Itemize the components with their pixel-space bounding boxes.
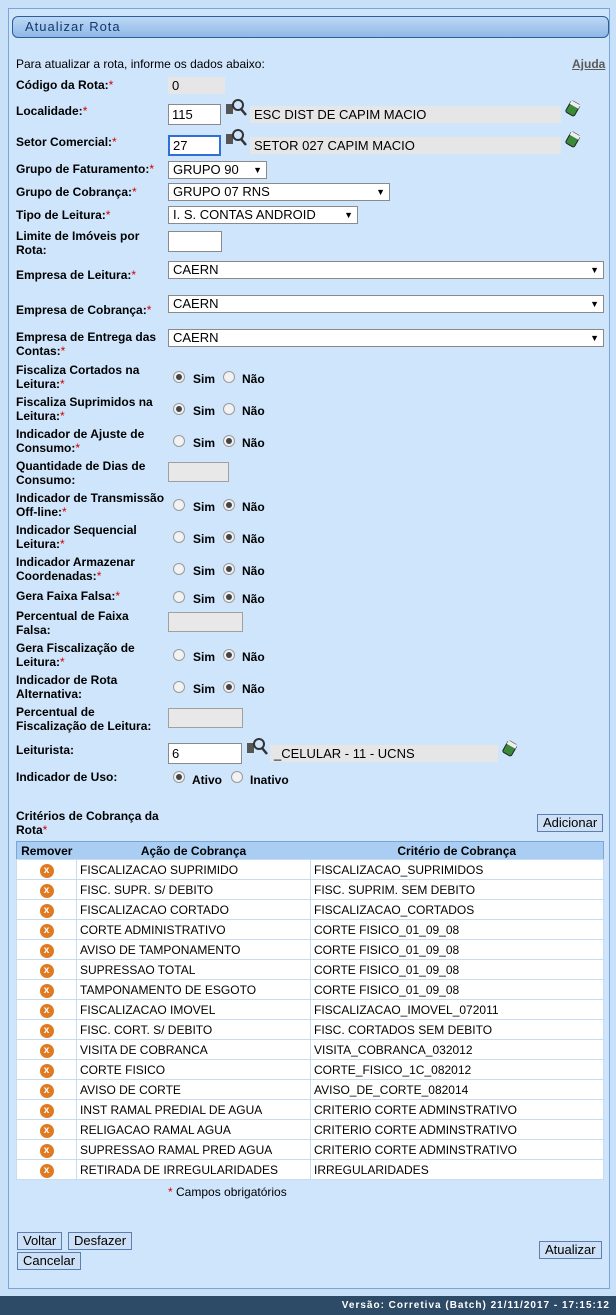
remove-cell xyxy=(17,1080,77,1100)
criterio-cell: CORTE FISICO_01_09_08 xyxy=(311,960,604,980)
criterios-label: Critérios de Cobrança da Rota* xyxy=(16,809,159,837)
transmissao-nao-radio[interactable] xyxy=(223,499,235,511)
chevron-down-icon: ▼ xyxy=(590,299,599,309)
fisc-cortados-sim-radio[interactable] xyxy=(173,371,185,383)
remove-x-icon[interactable]: x xyxy=(40,1144,54,1158)
setor-name: SETOR 027 CAPIM MACIO xyxy=(250,137,561,154)
armazenar-label: Indicador Armazenar Coordenadas:* xyxy=(16,555,135,583)
acao-cell: FISCALIZACAO IMOVEL xyxy=(77,1000,311,1020)
remove-x-icon[interactable]: x xyxy=(40,864,54,878)
criterio-cell: FISC. CORTADOS SEM DEBITO xyxy=(311,1020,604,1040)
table-row xyxy=(17,1140,604,1160)
criterio-cell: CORTE FISICO_01_09_08 xyxy=(311,940,604,960)
transmissao-label: Indicador de Transmissão Off-line:* xyxy=(16,491,165,519)
gera-faixa-sim-label: Sim xyxy=(193,592,216,606)
acao-cell: RELIGACAO RAMAL AGUA xyxy=(77,1120,311,1140)
ajuste-sim-label: Sim xyxy=(193,436,216,450)
acao-cell: TAMPONAMENTO DE ESGOTO xyxy=(77,980,311,1000)
uso-inativo-radio[interactable] xyxy=(231,771,243,783)
criterio-cell: CRITERIO CORTE ADMINSTRATIVO xyxy=(311,1140,604,1160)
remove-cell xyxy=(17,1100,77,1120)
gera-fisc-sim-label: Sim xyxy=(193,650,216,664)
col-criterio: Critério de Cobrança xyxy=(311,842,604,860)
remove-cell xyxy=(17,1040,77,1060)
chevron-down-icon: ▼ xyxy=(253,165,262,175)
col-acao: Ação de Cobrança xyxy=(77,842,311,860)
fisc-cortados-nao-label: Não xyxy=(242,372,265,386)
ajuste-nao-radio[interactable] xyxy=(223,435,235,447)
chevron-down-icon: ▼ xyxy=(590,333,599,343)
criterio-cell: AVISO_DE_CORTE_082014 xyxy=(311,1080,604,1100)
rota-alt-sim-label: Sim xyxy=(193,682,216,696)
gera-fisc-nao-label: Não xyxy=(242,650,265,664)
ajuste-label: Indicador de Ajuste de Consumo:* xyxy=(16,427,145,455)
remove-cell xyxy=(17,880,77,900)
sequencial-sim-label: Sim xyxy=(193,532,216,546)
col-remover: Remover xyxy=(17,842,77,860)
remove-cell xyxy=(17,920,77,940)
table-header-row xyxy=(17,842,604,860)
sequencial-nao-radio[interactable] xyxy=(223,531,235,543)
localidade-search-icon[interactable] xyxy=(225,98,247,118)
acao-cell: VISITA DE COBRANCA xyxy=(77,1040,311,1060)
remove-x-icon[interactable]: x xyxy=(40,1044,54,1058)
armazenar-sim-radio[interactable] xyxy=(173,563,185,575)
empresa-entrega-label: Empresa de Entrega das Contas:* xyxy=(16,330,157,358)
grupo-fat-select[interactable]: GRUPO 90 ▼ xyxy=(168,161,267,179)
remove-x-icon[interactable]: x xyxy=(40,924,54,938)
perc-fisc-label: Percentual de Fiscalização de Leitura: xyxy=(16,705,152,733)
voltar-button[interactable]: Voltar xyxy=(17,1232,62,1250)
gera-faixa-nao-radio[interactable] xyxy=(223,591,235,603)
gera-faixa-nao-label: Não xyxy=(242,592,265,606)
acao-cell: AVISO DE CORTE xyxy=(77,1080,311,1100)
leiturista-input[interactable] xyxy=(168,743,242,764)
armazenar-sim-label: Sim xyxy=(193,564,216,578)
limite-input[interactable] xyxy=(168,231,222,252)
remove-x-icon[interactable]: x xyxy=(40,884,54,898)
acao-cell: FISCALIZACAO SUPRIMIDO xyxy=(77,860,311,880)
criterio-cell: CORTE FISICO_01_09_08 xyxy=(311,920,604,940)
desfazer-button[interactable]: Desfazer xyxy=(68,1232,132,1250)
remove-x-icon[interactable]: x xyxy=(40,944,54,958)
armazenar-nao-radio[interactable] xyxy=(223,563,235,575)
gera-faixa-label: Gera Faixa Falsa:* xyxy=(16,589,121,603)
criterio-cell: CORTE_FISICO_1C_082012 xyxy=(311,1060,604,1080)
fisc-cortados-sim-label: Sim xyxy=(193,372,216,386)
empresa-leitura-select[interactable]: CAERN ▼ xyxy=(168,261,604,279)
remove-cell xyxy=(17,900,77,920)
criterio-cell: CORTE FISICO_01_09_08 xyxy=(311,980,604,1000)
table-row xyxy=(17,980,604,1000)
transmissao-nao-label: Não xyxy=(242,500,265,514)
fisc-cortados-label: Fiscaliza Cortados na Leitura:* xyxy=(16,363,140,391)
criterio-cell: CRITERIO CORTE ADMINSTRATIVO xyxy=(311,1100,604,1120)
fisc-suprimidos-sim-label: Sim xyxy=(193,404,216,418)
remove-cell xyxy=(17,1000,77,1020)
remove-cell xyxy=(17,1160,77,1180)
sequencial-label: Indicador Sequencial Leitura:* xyxy=(16,523,137,551)
criterio-cell: CRITERIO CORTE ADMINSTRATIVO xyxy=(311,1120,604,1140)
localidade-label: Localidade:* xyxy=(16,104,88,118)
remove-x-icon[interactable]: x xyxy=(40,1064,54,1078)
chevron-down-icon: ▼ xyxy=(376,187,385,197)
fisc-suprimidos-nao-label: Não xyxy=(242,404,265,418)
localidade-name: ESC DIST DE CAPIM MACIO xyxy=(250,106,561,123)
tipo-leitura-label: Tipo de Leitura:* xyxy=(16,208,111,222)
remove-cell xyxy=(17,960,77,980)
empresa-cobranca-label: Empresa de Cobrança:* xyxy=(16,303,152,317)
table-row xyxy=(17,860,604,880)
perc-faixa-label: Percentual de Faixa Falsa: xyxy=(16,609,129,637)
grupo-fat-label: Grupo de Faturamento:* xyxy=(16,162,155,176)
sequencial-nao-label: Não xyxy=(242,532,265,546)
rota-alt-nao-label: Não xyxy=(242,682,265,696)
atualizar-button[interactable]: Atualizar xyxy=(539,1241,602,1259)
remove-cell xyxy=(17,980,77,1000)
uso-inativo-label: Inativo xyxy=(250,773,289,787)
acao-cell: INST RAMAL PREDIAL DE AGUA xyxy=(77,1100,311,1120)
remove-x-icon[interactable]: x xyxy=(40,904,54,918)
table-row xyxy=(17,960,604,980)
remove-cell xyxy=(17,1020,77,1040)
grupo-cob-select[interactable]: GRUPO 07 RNS ▼ xyxy=(168,183,390,201)
remove-cell xyxy=(17,1120,77,1140)
localidade-input[interactable] xyxy=(168,104,221,125)
criterio-cell: VISITA_COBRANCA_032012 xyxy=(311,1040,604,1060)
rota-alt-nao-radio[interactable] xyxy=(223,681,235,693)
table-row xyxy=(17,880,604,900)
table-row xyxy=(17,1100,604,1120)
remove-x-icon[interactable]: x xyxy=(40,964,54,978)
qtd-dias-label: Quantidade de Dias de Consumo: xyxy=(16,459,146,487)
adicionar-button[interactable]: Adicionar xyxy=(537,814,603,832)
sequencial-sim-radio[interactable] xyxy=(173,531,185,543)
remove-x-icon[interactable]: x xyxy=(40,984,54,998)
uso-ativo-radio[interactable] xyxy=(173,771,185,783)
fisc-suprimidos-nao-radio[interactable] xyxy=(223,403,235,415)
table-row xyxy=(17,1120,604,1140)
uso-ativo-label: Ativo xyxy=(192,773,222,787)
setor-label: Setor Comercial:* xyxy=(16,135,117,149)
acao-cell: AVISO DE TAMPONAMENTO xyxy=(77,940,311,960)
tipo-leitura-select[interactable]: I. S. CONTAS ANDROID ▼ xyxy=(168,206,358,224)
uso-label: Indicador de Uso: xyxy=(16,770,118,784)
remove-x-icon[interactable]: x xyxy=(40,1164,54,1178)
help-link[interactable]: Ajuda xyxy=(572,57,606,71)
qtd-dias-input xyxy=(168,462,229,482)
table-row xyxy=(17,1040,604,1060)
gera-fisc-nao-radio[interactable] xyxy=(223,649,235,661)
table-row xyxy=(17,1000,604,1020)
remove-x-icon[interactable]: x xyxy=(40,1024,54,1038)
intro-text: Para atualizar a rota, informe os dados abaixo: xyxy=(16,57,265,71)
gera-fisc-label: Gera Fiscalização de Leitura:* xyxy=(16,641,135,669)
acao-cell: CORTE FISICO xyxy=(77,1060,311,1080)
cancelar-button[interactable]: Cancelar xyxy=(17,1252,81,1270)
acao-cell: SUPRESSAO RAMAL PRED AGUA xyxy=(77,1140,311,1160)
transmissao-sim-radio[interactable] xyxy=(173,499,185,511)
leiturista-label: Leiturista: xyxy=(16,743,75,757)
criterio-cell: FISCALIZACAO_IMOVEL_072011 xyxy=(311,1000,604,1020)
empresa-cobranca-select[interactable]: CAERN ▼ xyxy=(168,295,604,313)
leiturista-clear-eraser-icon[interactable] xyxy=(501,738,523,758)
remove-x-icon[interactable]: x xyxy=(40,1124,54,1138)
setor-search-icon[interactable] xyxy=(225,128,247,148)
setor-clear-eraser-icon[interactable] xyxy=(564,129,586,149)
codigo-label: Código da Rota:* xyxy=(16,78,114,92)
table-row xyxy=(17,1060,604,1080)
criterio-cell: FISCALIZACAO_CORTADOS xyxy=(311,900,604,920)
remove-cell xyxy=(17,1060,77,1080)
version-bar: Versão: Corretiva (Batch) 21/11/2017 - 17:15:12 xyxy=(0,1296,616,1315)
criterio-cell: FISC. SUPRIM. SEM DEBITO xyxy=(311,880,604,900)
table-row xyxy=(17,920,604,940)
criterio-cell: IRREGULARIDADES xyxy=(311,1160,604,1180)
acao-cell: SUPRESSAO TOTAL xyxy=(77,960,311,980)
grupo-cob-label: Grupo de Cobrança:* xyxy=(16,185,137,199)
gera-fisc-sim-radio[interactable] xyxy=(173,649,185,661)
localidade-clear-eraser-icon[interactable] xyxy=(564,98,586,118)
table-row xyxy=(17,1080,604,1100)
ajuste-sim-radio[interactable] xyxy=(173,435,185,447)
criterio-cell: FISCALIZACAO_SUPRIMIDOS xyxy=(311,860,604,880)
rota-alt-sim-radio[interactable] xyxy=(173,681,185,693)
perc-faixa-input xyxy=(168,612,243,632)
remove-x-icon[interactable]: x xyxy=(40,1084,54,1098)
chevron-down-icon: ▼ xyxy=(590,265,599,275)
setor-input[interactable] xyxy=(168,135,221,156)
remove-cell xyxy=(17,1140,77,1160)
acao-cell: FISCALIZACAO CORTADO xyxy=(77,900,311,920)
rota-alt-label: Indicador de Rota Alternativa: xyxy=(16,673,118,701)
codigo-value: 0 xyxy=(168,77,225,94)
table-row xyxy=(17,900,604,920)
armazenar-nao-label: Não xyxy=(242,564,265,578)
fisc-cortados-nao-radio[interactable] xyxy=(223,371,235,383)
acao-cell: CORTE ADMINISTRATIVO xyxy=(77,920,311,940)
table-row xyxy=(17,940,604,960)
empresa-leitura-label: Empresa de Leitura:* xyxy=(16,268,137,282)
table-row xyxy=(17,1020,604,1040)
fisc-suprimidos-label: Fiscaliza Suprimidos na Leitura:* xyxy=(16,395,153,423)
remove-x-icon[interactable]: x xyxy=(40,1104,54,1118)
leiturista-search-icon[interactable] xyxy=(246,737,268,757)
acao-cell: FISC. SUPR. S/ DEBITO xyxy=(77,880,311,900)
table-row xyxy=(17,1160,604,1180)
page-title: Atualizar Rota xyxy=(12,16,609,38)
criterios-table xyxy=(16,841,604,1180)
remove-x-icon[interactable]: x xyxy=(40,1004,54,1018)
limite-label: Limite de Imóveis por Rota: xyxy=(16,229,140,257)
chevron-down-icon: ▼ xyxy=(344,210,353,220)
leiturista-name: _CELULAR - 11 - UCNS xyxy=(270,745,498,762)
fisc-suprimidos-sim-radio[interactable] xyxy=(173,403,185,415)
remove-cell xyxy=(17,940,77,960)
transmissao-sim-label: Sim xyxy=(193,500,216,514)
ajuste-nao-label: Não xyxy=(242,436,265,450)
acao-cell: FISC. CORT. S/ DEBITO xyxy=(77,1020,311,1040)
gera-faixa-sim-radio[interactable] xyxy=(173,591,185,603)
acao-cell: RETIRADA DE IRREGULARIDADES xyxy=(77,1160,311,1180)
perc-fisc-input xyxy=(168,708,243,728)
required-footnote: * Campos obrigatórios xyxy=(168,1185,287,1199)
remove-cell xyxy=(17,860,77,880)
empresa-entrega-select[interactable]: CAERN ▼ xyxy=(168,329,604,347)
